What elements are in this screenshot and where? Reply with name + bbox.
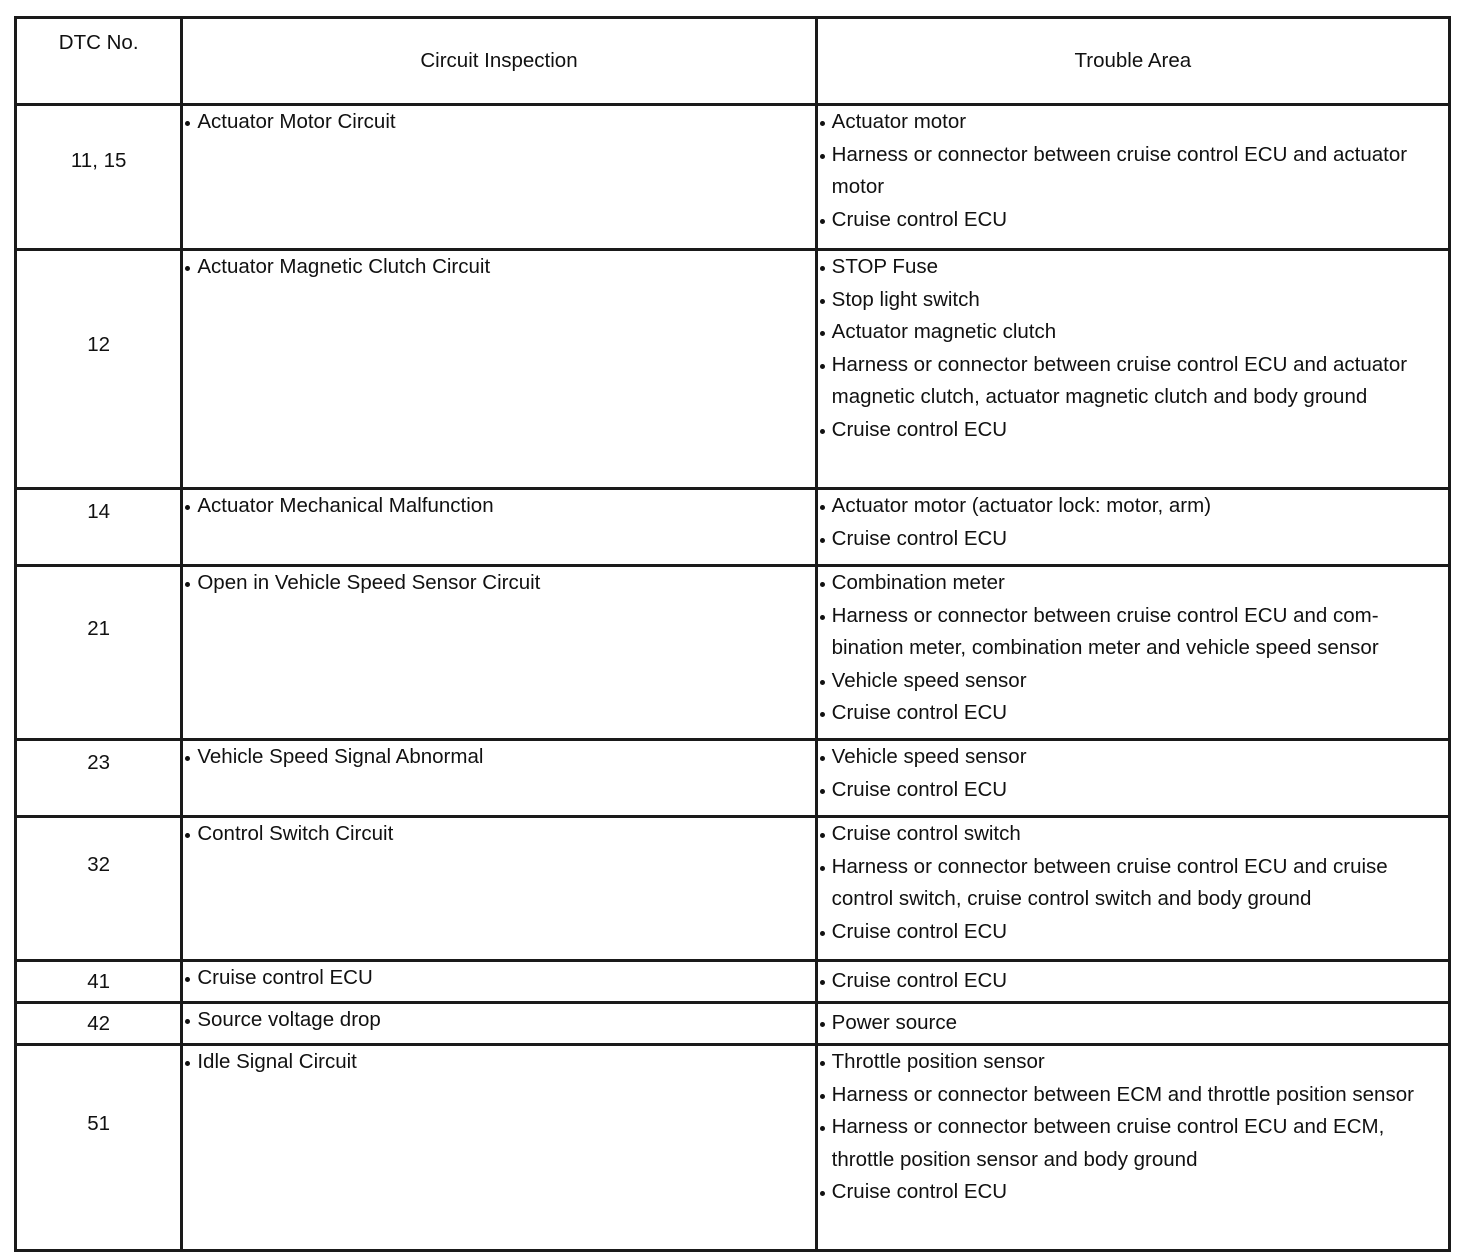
trouble-item: Vehicle speed sensor (818, 741, 1448, 774)
trouble-item: Combination meter (818, 567, 1448, 600)
trouble-cell (816, 105, 1449, 250)
trouble-item: Cruise control ECU (818, 523, 1448, 556)
table-row (16, 566, 1450, 740)
dtc-code: 14 (87, 500, 111, 523)
trouble-item: Actuator motor (actuator lock: motor, arm) (818, 490, 1448, 523)
circuit-cell (182, 250, 816, 489)
dtc-cell (16, 250, 182, 489)
dtc-table (14, 16, 1451, 1252)
trouble-item: Throttle position sensor (818, 1046, 1448, 1079)
trouble-cell (816, 1003, 1449, 1045)
trouble-cell (816, 566, 1449, 740)
dtc-code: 41 (87, 969, 111, 993)
trouble-item: STOP Fuse (818, 251, 1448, 284)
circuit-cell (182, 1003, 816, 1045)
circuit-cell (182, 489, 816, 566)
circuit-cell (182, 566, 816, 740)
trouble-cell (816, 740, 1449, 817)
trouble-cell (816, 489, 1449, 566)
table-row (16, 817, 1450, 961)
dtc-cell (16, 817, 182, 961)
table-row (16, 489, 1450, 566)
dtc-code: 11, 15 (70, 149, 127, 172)
circuit-cell (182, 1045, 816, 1251)
circuit-cell (182, 105, 816, 250)
circuit-text: Idle Signal Circuit (183, 1046, 357, 1079)
trouble-item: Power source (818, 1007, 1448, 1040)
trouble-cell (816, 250, 1449, 489)
trouble-cell (816, 817, 1449, 961)
trouble-item: Cruise control ECU (818, 697, 1448, 730)
trouble-item: Cruise control switch (818, 818, 1448, 851)
dtc-code: 12 (87, 333, 111, 356)
circuit-cell (182, 740, 816, 817)
table-row (16, 1045, 1450, 1251)
dtc-cell (16, 1003, 182, 1045)
dtc-cell (16, 1045, 182, 1251)
header-circuit-inspection: Circuit Inspection (182, 18, 816, 105)
trouble-item: Stop light switch (818, 284, 1448, 317)
circuit-text: Actuator Mechanical Malfunction (183, 490, 493, 523)
circuit-text: Actuator Magnetic Clutch Circuit (183, 251, 490, 284)
circuit-text: Cruise control ECU (183, 962, 372, 995)
dtc-code: 21 (87, 616, 111, 640)
circuit-text: Actuator Motor Circuit (183, 106, 395, 139)
dtc-code: 32 (87, 852, 111, 876)
trouble-item: Harness or connector between cruise control ECU and actuator magnetic clutch, actuator magnetic clutch and body ground (818, 349, 1448, 414)
table-row (16, 250, 1450, 489)
circuit-text: Source voltage drop (183, 1004, 380, 1037)
table-row (16, 961, 1450, 1003)
dtc-cell (16, 961, 182, 1003)
header-row (16, 18, 1450, 105)
dtc-cell (16, 105, 182, 250)
trouble-cell (816, 961, 1449, 1003)
trouble-item: Cruise control ECU (818, 774, 1448, 807)
circuit-text: Control Switch Circuit (183, 818, 393, 851)
trouble-item: Cruise control ECU (818, 204, 1448, 237)
dtc-cell (16, 566, 182, 740)
trouble-item: Harness or connector between cruise control ECU and cruise control switch, cruise control switch and body ground (818, 851, 1448, 916)
trouble-item: Cruise control ECU (818, 1176, 1448, 1209)
dtc-code: 51 (87, 1111, 111, 1135)
dtc-code: 42 (87, 1011, 111, 1035)
trouble-item: Cruise control ECU (818, 414, 1448, 447)
trouble-cell (816, 1045, 1449, 1251)
trouble-item: Actuator magnetic clutch (818, 316, 1448, 349)
trouble-item: Harness or connector between ECM and throttle position sensor (818, 1079, 1448, 1112)
circuit-cell (182, 961, 816, 1003)
header-trouble-area: Trouble Area (816, 18, 1449, 105)
circuit-cell (182, 817, 816, 961)
trouble-item: Harness or connector between cruise control ECU and ECM, throttle position sensor and body ground (818, 1111, 1448, 1176)
dtc-cell (16, 740, 182, 817)
trouble-item: Harness or connector between cruise control ECU and actuator motor (818, 139, 1448, 204)
trouble-item: Cruise control ECU (818, 916, 1448, 949)
circuit-text: Vehicle Speed Signal Abnormal (183, 741, 483, 774)
trouble-item: Harness or connector between cruise control ECU and com-bination meter, combination meter and vehicle speed sensor (818, 600, 1448, 665)
table-row (16, 1003, 1450, 1045)
table-row (16, 105, 1450, 250)
dtc-cell (16, 489, 182, 566)
dtc-code: 23 (87, 751, 111, 774)
trouble-item: Actuator motor (818, 106, 1448, 139)
trouble-item: Vehicle speed sensor (818, 665, 1448, 698)
trouble-item: Cruise control ECU (818, 965, 1448, 998)
header-dtc: DTC No. (16, 18, 182, 105)
circuit-text: Open in Vehicle Speed Sensor Circuit (183, 567, 540, 600)
table-row (16, 740, 1450, 817)
